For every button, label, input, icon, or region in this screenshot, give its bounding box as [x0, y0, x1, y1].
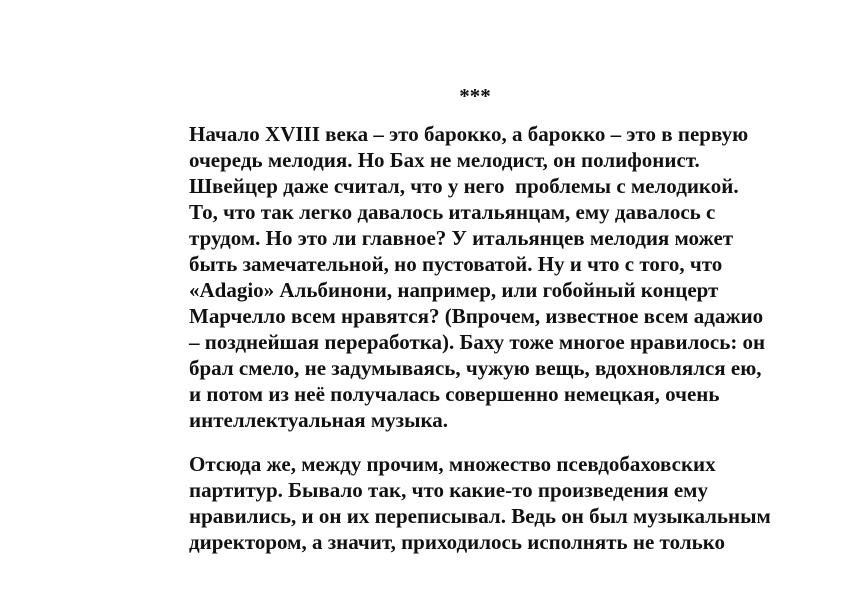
- text-line: Швейцер даже считал, что у него проблемы с мелодикой.: [189, 174, 739, 198]
- text-line: То, что так легко давалось итальянцам, ему давалось с: [189, 200, 716, 224]
- text-line: трудом. Но это ли главное? У итальянцев мелодия может: [189, 226, 734, 250]
- text-line: и потом из неё получалась совершенно немецкая, очень: [189, 382, 720, 406]
- text-line: партитур. Бывало так, что какие-то произведения ему: [189, 478, 708, 502]
- text-line: «Adagio» Альбинони, например, или гобойный концерт: [189, 278, 719, 302]
- text-line: – позднейшая переработка). Баху тоже многое нравилось: он: [189, 330, 766, 354]
- text-line: нравились, и он их переписывал. Ведь он был музыкальным: [189, 504, 771, 528]
- text-line: Марчелло всем нравятся? (Впрочем, известное всем адажио: [189, 304, 764, 328]
- text-line: Начало XVIII века – это барокко, а барокко – это в первую: [189, 122, 749, 146]
- text-line: брал смело, не задумываясь, чужую вещь, вдохновлялся ею,: [189, 356, 762, 380]
- text-line: очередь мелодия. Но Бах не мелодист, он полифонист.: [189, 148, 700, 172]
- text-line: быть замечательной, но пустоватой. Ну и что с того, что: [189, 252, 723, 276]
- text-line: директором, а значит, приходилось исполнять не только: [189, 530, 726, 554]
- text-line: Отсюда же, между прочим, множество псевдобаховских: [189, 452, 716, 476]
- section-separator: ***: [459, 84, 491, 108]
- text-line: интеллектуальная музыка.: [189, 408, 449, 432]
